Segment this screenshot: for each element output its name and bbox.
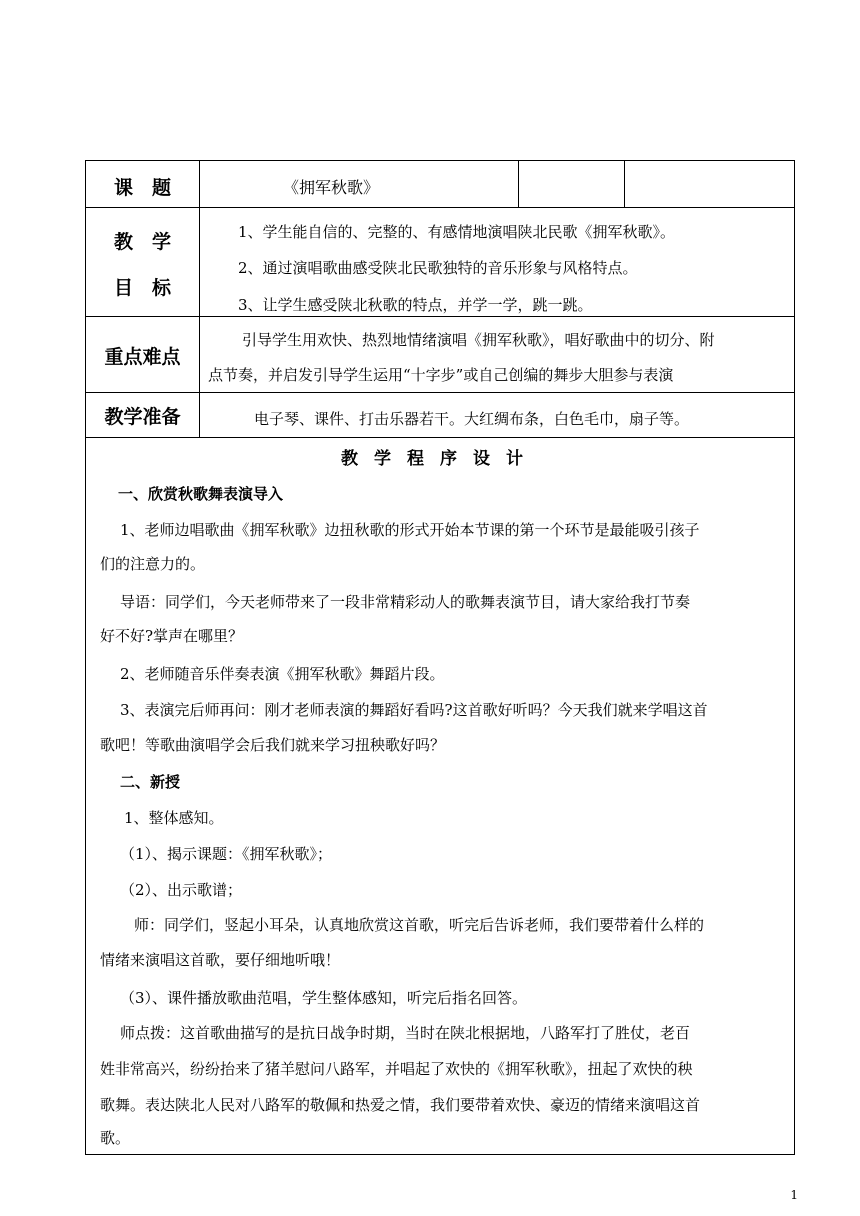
- body-line: 歌吧！等歌曲演唱学会后我们就来学习扭秧歌好吗？: [100, 736, 446, 754]
- prep-value: 电子琴、课件、打击乐器若干。大红绸布条，白色毛巾，扇子等。: [254, 410, 690, 428]
- body-line: 1、整体感知。: [124, 809, 224, 827]
- lesson-plan-table: [85, 160, 795, 1155]
- topic-label: 课 题: [113, 177, 171, 199]
- body-line: （1）、揭示课题：《拥军秋歌》；: [120, 845, 333, 863]
- keypoints-label: 重点难点: [104, 346, 181, 368]
- row-divider: [86, 207, 794, 208]
- page-number: 1: [790, 1188, 798, 1202]
- column-divider: [518, 161, 519, 207]
- body-line: 们的注意力的。: [100, 555, 206, 573]
- goal-item: 1、学生能自信的、完整的、有感情地演唱陕北民歌《拥军秋歌》。: [238, 223, 676, 241]
- section-heading: 一、欣赏秋歌舞表演导入: [118, 485, 284, 503]
- body-line: （3）、课件播放歌曲范唱，学生整体感知，听完后指名回答。: [120, 989, 528, 1007]
- topic-value: 《拥军秋歌》: [283, 178, 380, 197]
- body-line: 3、表演完后师再问：刚才老师表演的舞蹈好看吗?这首歌好听吗？今天我们就来学唱这首: [120, 701, 708, 719]
- body-line: 师点拨：这首歌曲描写的是抗日战争时期，当时在陕北根据地，八路军打了胜仗，老百: [120, 1024, 691, 1042]
- body-line: 姓非常高兴，纷纷抬来了猪羊慰问八路军，并唱起了欢快的《拥军秋歌》，扭起了欢快的秧: [100, 1060, 693, 1078]
- goals-label-line2: 目 标: [113, 277, 171, 299]
- goals-label-line1: 教 学: [113, 231, 171, 253]
- goal-item: 3、让学生感受陕北秋歌的特点，并学一学，跳一跳。: [238, 296, 593, 314]
- keypoints-line: 引导学生用欢快、热烈地情绪演唱《拥军秋歌》，唱好歌曲中的切分、附: [242, 331, 715, 349]
- body-line: （2）、出示歌谱；: [120, 881, 243, 899]
- prep-label: 教学准备: [104, 406, 181, 428]
- section-heading: 二、新授: [120, 773, 181, 791]
- column-divider: [199, 161, 200, 437]
- body-line: 师：同学们，竖起小耳朵，认真地欣赏这首歌，听完后告诉老师，我们要带着什么样的: [134, 916, 705, 934]
- row-divider: [86, 437, 794, 438]
- goal-item: 2、通过演唱歌曲感受陕北民歌独特的音乐形象与风格特点。: [238, 259, 638, 277]
- keypoints-line: 点节奏，并启发引导学生运用“十字步”或自己创编的舞步大胆参与表演: [208, 366, 674, 384]
- row-divider: [86, 316, 794, 317]
- column-divider: [624, 161, 625, 207]
- body-line: 导语：同学们，今天老师带来了一段非常精彩动人的歌舞表演节目，请大家给我打节奏: [120, 593, 691, 611]
- body-line: 情绪来演唱这首歌，要仔细地听哦！: [100, 951, 341, 969]
- body-line: 歌舞。表达陕北人民对八路军的敬佩和热爱之情，我们要带着欢快、豪迈的情绪来演唱这首: [100, 1096, 701, 1114]
- row-divider: [86, 392, 794, 393]
- body-line: 好不好?掌声在哪里？: [100, 627, 244, 645]
- body-line: 2、老师随音乐伴奏表演《拥军秋歌》舞蹈片段。: [120, 665, 445, 683]
- procedure-title: 教学程序设计: [341, 449, 539, 469]
- body-line: 歌。: [100, 1129, 131, 1147]
- body-line: 1、老师边唱歌曲《拥军秋歌》边扭秋歌的形式开始本节课的第一个环节是最能吸引孩子: [120, 521, 700, 539]
